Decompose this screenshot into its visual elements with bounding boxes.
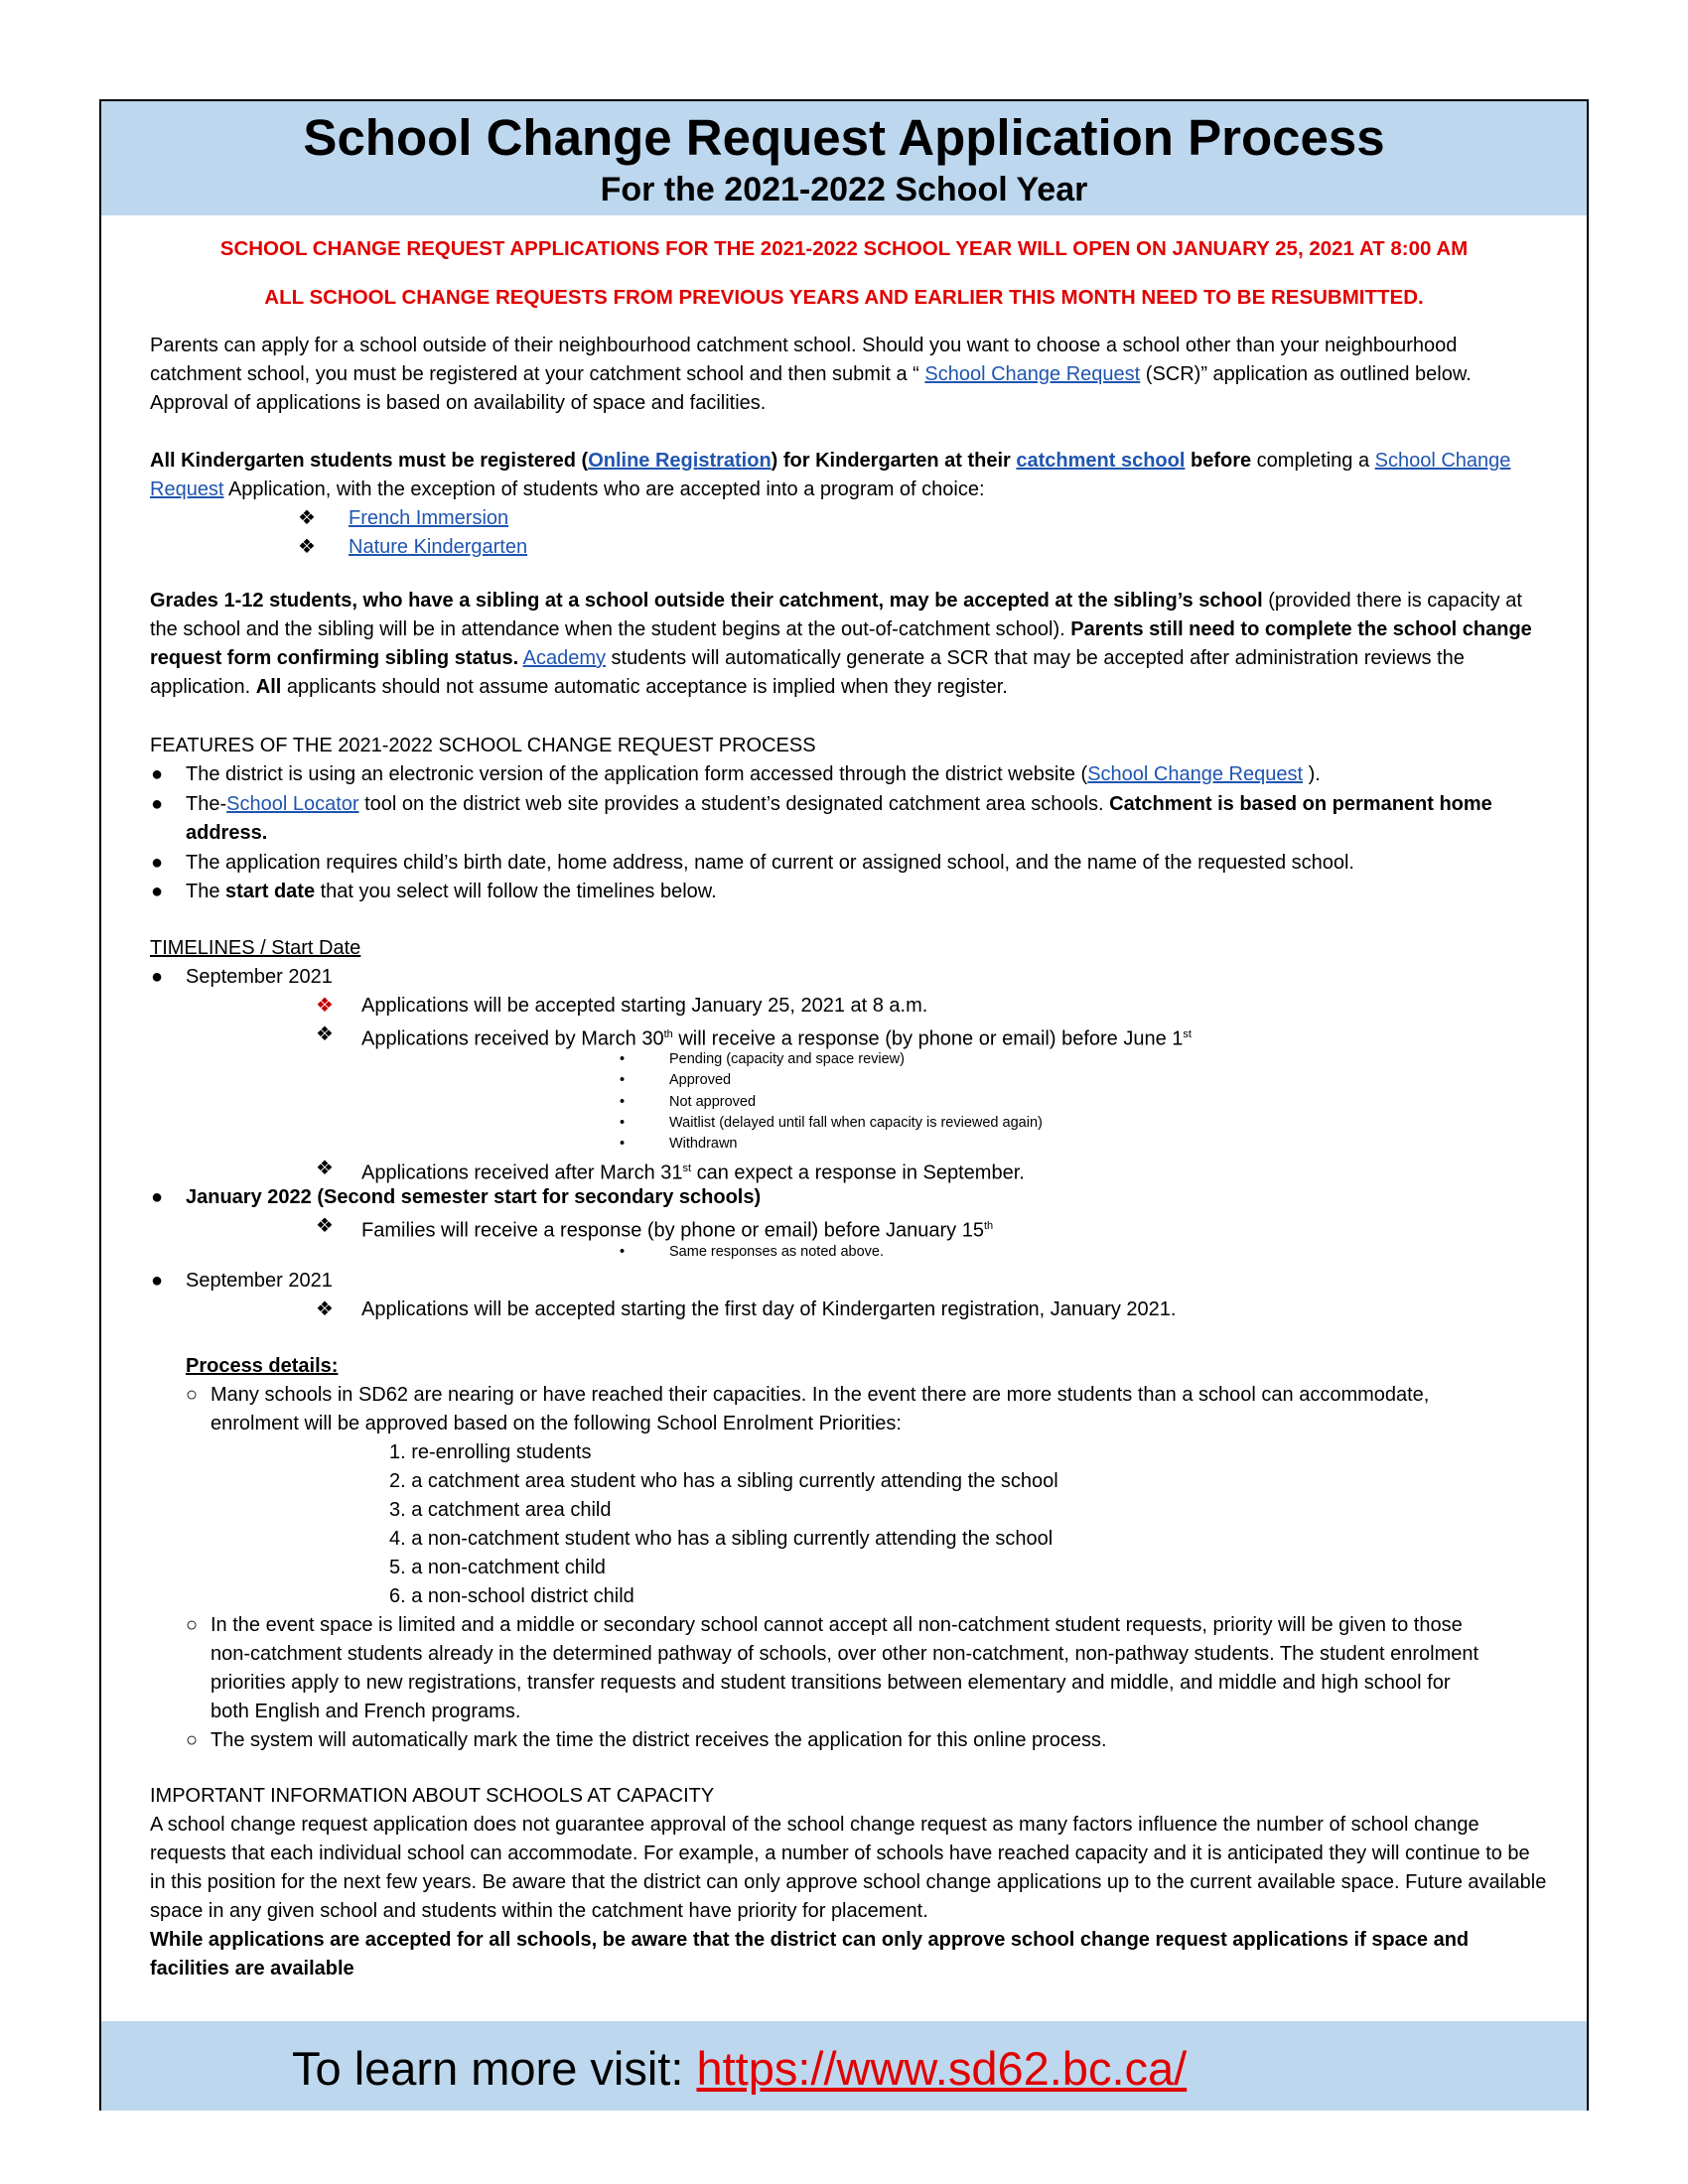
bullet-icon: ●	[150, 1270, 164, 1292]
title-banner	[101, 101, 1587, 215]
response-bullet-icon: •	[620, 1115, 626, 1131]
circle-bullet-icon: ○	[186, 1729, 199, 1751]
priority-item: 2. a catchment area student who has a sibling currently attending the school	[389, 1470, 1058, 1492]
timeline-september-2021-kindergarten: September 2021	[186, 1270, 333, 1292]
website-link[interactable]: https://www.sd62.bc.ca/	[696, 2042, 1188, 2095]
bullet-icon: ●	[150, 881, 164, 902]
response-status: Pending (capacity and space review)	[669, 1051, 905, 1067]
bullet-icon: ●	[150, 763, 164, 785]
circle-bullet-icon: ○	[186, 1614, 199, 1636]
feature-item: The-School Locator tool on the district web site provides a student’s designated catchment area schools. Catchment is based on permanent home address.	[186, 793, 1492, 844]
response-status: Withdrawn	[669, 1136, 738, 1152]
program-diamond-icon: ❖	[298, 507, 316, 529]
timeline-september-2021: September 2021	[186, 966, 333, 988]
capacity-heading: IMPORTANT INFORMATION ABOUT SCHOOLS AT CAPACITY	[150, 1785, 715, 1807]
feature-item: The application requires child’s birth date, home address, name of current or assigned school, and the name of the requested school.	[186, 852, 1354, 874]
intro-paragraph: Parents can apply for a school outside of their neighbourhood catchment school. Should you want to choose a school other than your neighbourhood catchment school, you must be registered at your catchment school and then submit a “ School Change Request (SCR)” application as outlined below. Approval of applications is based on availability of space and facilities.	[150, 335, 1472, 414]
response-bullet-icon: •	[620, 1244, 626, 1260]
response-status: Approved	[669, 1072, 732, 1088]
response-bullet-icon: •	[620, 1072, 626, 1088]
process-heading: Process details:	[186, 1355, 339, 1377]
french-immersion-link[interactable]: French Immersion	[349, 507, 509, 529]
timeline-item: Applications received by March 30th will receive a response (by phone or email) before June 1st	[361, 1027, 1192, 1050]
response-status: Waitlist (delayed until fall when capacity is reviewed again)	[669, 1115, 1043, 1131]
scr-link[interactable]: School Change Request	[924, 363, 1141, 385]
feature-item: The start date that you select will follow the timelines below.	[186, 881, 717, 902]
response-status: Not approved	[669, 1094, 757, 1110]
diamond-icon: ❖	[316, 1215, 334, 1237]
page-subtitle: For the 2021-2022 School Year	[600, 171, 1088, 208]
grades-paragraph: Grades 1-12 students, who have a sibling at a school outside their catchment, may be accepted at the sibling’s school (provided there is capacity at the school and the sibling will be in attendance when the student begins at the out-of-catchment school). Parents still need to complete the school change request form confirming sibling status. Academy students will automatically generate a SCR that may be accepted after administration reviews the application. All applicants should not assume automatic acceptance is implied when they register.	[150, 590, 1532, 698]
diamond-icon-red: ❖	[316, 995, 334, 1017]
nature-kindergarten-link[interactable]: Nature Kindergarten	[349, 536, 528, 558]
diamond-icon: ❖	[316, 1158, 334, 1179]
response-bullet-icon: •	[620, 1094, 626, 1110]
scr-link-2[interactable]: School Change Request	[150, 450, 1511, 500]
timeline-item: Applications received after March 31st can expect a response in September.	[361, 1161, 1025, 1184]
response-bullet-icon: •	[620, 1136, 626, 1152]
document-page	[99, 99, 1589, 2111]
school-locator-link[interactable]: School Locator	[226, 793, 359, 815]
process-item: Many schools in SD62 are nearing or have reached their capacities. In the event there are more students than a school can accommodate, enrolment will be approved based on the following School Enrolment Priorities:	[211, 1384, 1430, 1434]
academy-link[interactable]: Academy	[522, 647, 606, 669]
notice-open-date: SCHOOL CHANGE REQUEST APPLICATIONS FOR THE 2021-2022 SCHOOL YEAR WILL OPEN ON JANUARY 25, 2021 AT 8:00 AM	[219, 237, 1469, 260]
response-bullet-icon: •	[620, 1051, 626, 1067]
response-note: Same responses as noted above.	[669, 1244, 885, 1260]
bullet-icon: ●	[150, 1186, 164, 1208]
process-item: In the event space is limited and a middle or secondary school cannot accept all non-catchment student requests, priority will be given to those non-catchment students already in the determined pathway of schools, over other non-catchment, non-pathway students. The student enrolment priorities apply to new registrations, transfer requests and student transitions between elementary and middle, and middle and high school for both English and French programs.	[211, 1614, 1479, 1722]
timeline-january-2022: January 2022 (Second semester start for secondary schools)	[186, 1186, 762, 1208]
catchment-school-link[interactable]: catchment school	[1016, 450, 1186, 472]
kindergarten-paragraph: All Kindergarten students must be registered (Online Registration) for Kindergarten at their catchment school before completing a School Change Request Application, with the exception of students who are accepted into a program of choice:	[150, 450, 1511, 500]
bullet-icon: ●	[150, 793, 164, 815]
priority-item: 6. a non-school district child	[389, 1585, 634, 1607]
notice-resubmit: ALL SCHOOL CHANGE REQUESTS FROM PREVIOUS YEARS AND EARLIER THIS MONTH NEED TO BE RESUBMITTED.	[264, 286, 1424, 309]
priority-item: 4. a non-catchment student who has a sibling currently attending the school	[389, 1528, 1054, 1550]
timeline-item: Applications will be accepted starting the first day of Kindergarten registration, January 2021.	[361, 1298, 1177, 1320]
feature-item: The district is using an electronic version of the application form accessed through the district website (School Change Request ).	[186, 763, 1321, 785]
capacity-note: While applications are accepted for all schools, be aware that the district can only approve school change request applications if space and facilities are available	[150, 1929, 1470, 1979]
scr-link-3[interactable]: School Change Request	[1087, 763, 1304, 785]
bullet-icon: ●	[150, 852, 164, 874]
capacity-paragraph: A school change request application does not guarantee approval of the school change request as many factors influence the number of school change requests that each individual school can accommodate. For example, a number of schools have reached capacity and it is anticipated they will continue to be in this position for the next few years. Be aware that the district can only approve school change applications up to the current available space. Future available space in any given school and students within the catchment have priority for placement.	[150, 1814, 1547, 1922]
program-diamond-icon: ❖	[298, 536, 316, 558]
footer-text: To learn more visit: https://www.sd62.bc.ca/	[292, 2042, 1188, 2095]
priority-item: 1. re-enrolling students	[389, 1441, 592, 1463]
page-title: School Change Request Application Process	[303, 109, 1385, 166]
priority-item: 5. a non-catchment child	[389, 1557, 606, 1578]
timeline-item: Applications will be accepted starting January 25, 2021 at 8 a.m.	[361, 995, 928, 1017]
process-item: The system will automatically mark the time the district receives the application for this online process.	[211, 1729, 1107, 1751]
features-heading: FEATURES OF THE 2021-2022 SCHOOL CHANGE REQUEST PROCESS	[150, 735, 816, 756]
document-body	[101, 215, 1587, 2021]
online-registration-link[interactable]: Online Registration	[588, 450, 772, 472]
diamond-icon: ❖	[316, 1298, 334, 1320]
priority-item: 3. a catchment area child	[389, 1499, 612, 1521]
diamond-icon: ❖	[316, 1024, 334, 1045]
timelines-heading: TIMELINES / Start Date	[150, 937, 361, 959]
footer-banner	[101, 2021, 1587, 2111]
bullet-icon: ●	[150, 966, 164, 988]
timeline-item: Families will receive a response (by phone or email) before January 15th	[361, 1219, 994, 1242]
circle-bullet-icon: ○	[186, 1384, 199, 1406]
